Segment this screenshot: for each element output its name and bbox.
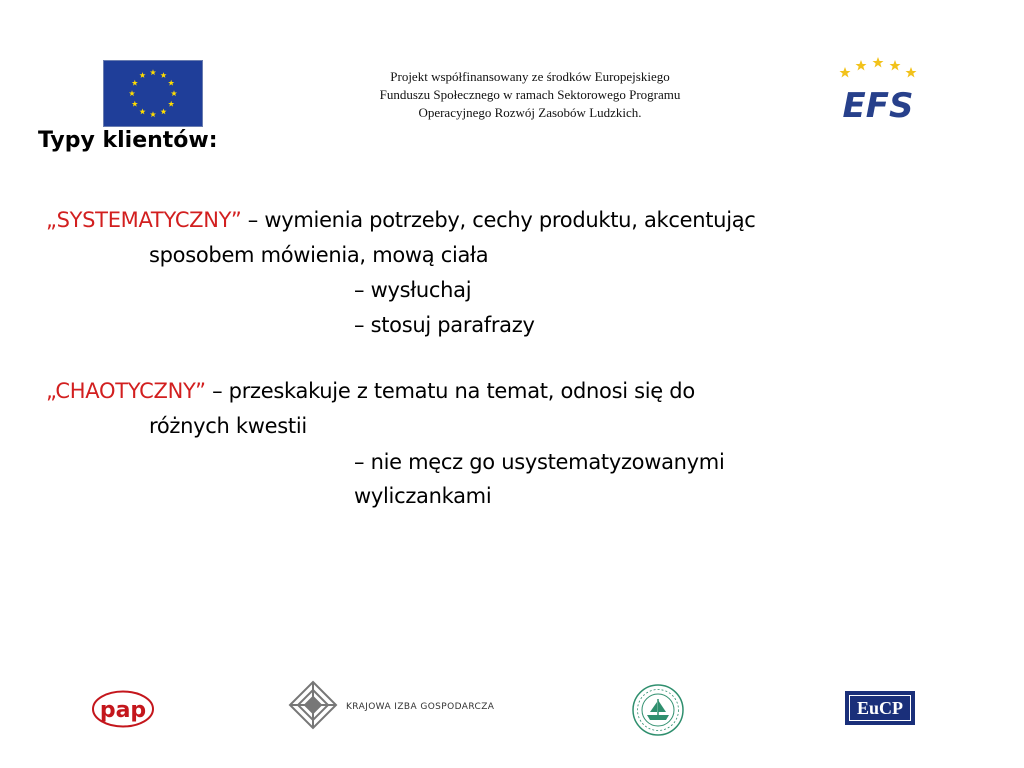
eu-star-icon	[160, 72, 166, 78]
cofinancing-notice	[330, 68, 730, 122]
eu-flag-logo	[103, 60, 203, 127]
tip-item: – wysłuchaj	[354, 278, 472, 302]
eucp-logo-text: EuCP	[856, 697, 903, 718]
eu-star-icon	[139, 72, 145, 78]
efs-logo-text: EFS	[842, 86, 914, 121]
eu-star-icon	[150, 111, 156, 117]
eu-star-icon	[129, 90, 135, 96]
client-type-description: – przeskakuje z tematu na temat, odnosi się do	[205, 379, 695, 403]
efs-stars-icon	[840, 57, 917, 78]
eu-star-icon	[132, 80, 138, 86]
slide-title: Typy klientów:	[38, 128, 218, 153]
client-type-systematic-line	[46, 205, 756, 235]
sgh-seal-logo	[631, 683, 685, 737]
eu-star-icon	[168, 101, 174, 107]
eu-star-icon	[168, 80, 174, 86]
eu-star-icon	[139, 108, 145, 114]
client-type-description-cont: sposobem mówienia, mową ciała	[149, 243, 489, 267]
notice-line-2: Funduszu Społecznego w ramach Sektorowego Programu	[379, 87, 681, 102]
client-type-label: „SYSTEMATYCZNY”	[46, 208, 242, 232]
notice-line-1: Projekt współfinansowany ze środków Europejskiego	[390, 69, 670, 84]
tip-item: – stosuj parafrazy	[354, 313, 535, 337]
client-type-description: – wymienia potrzeby, cechy produktu, akcentując	[241, 208, 756, 232]
efs-logo	[832, 57, 924, 121]
tip-item: – nie męcz go usystematyzowanymi	[354, 450, 725, 474]
tip-item-cont: wyliczankami	[354, 484, 492, 508]
eucp-logo	[845, 691, 915, 725]
client-type-description-cont: różnych kwestii	[149, 414, 307, 438]
kig-logo-text: KRAJOWA IZBA GOSPODARCZA	[346, 702, 495, 712]
eu-star-icon	[160, 108, 166, 114]
client-type-label: „CHAOTYCZNY”	[46, 379, 206, 403]
client-type-chaotic-line	[46, 376, 695, 406]
eu-stars-icon	[104, 61, 202, 126]
pap-logo	[92, 690, 154, 728]
eu-star-icon	[132, 101, 138, 107]
kig-emblem-icon	[290, 682, 336, 728]
notice-line-3: Operacyjnego Rozwój Zasobów Ludzkich.	[418, 105, 642, 120]
eu-star-icon	[171, 90, 177, 96]
eu-star-icon	[150, 69, 156, 75]
pap-logo-text: pap	[99, 698, 147, 723]
